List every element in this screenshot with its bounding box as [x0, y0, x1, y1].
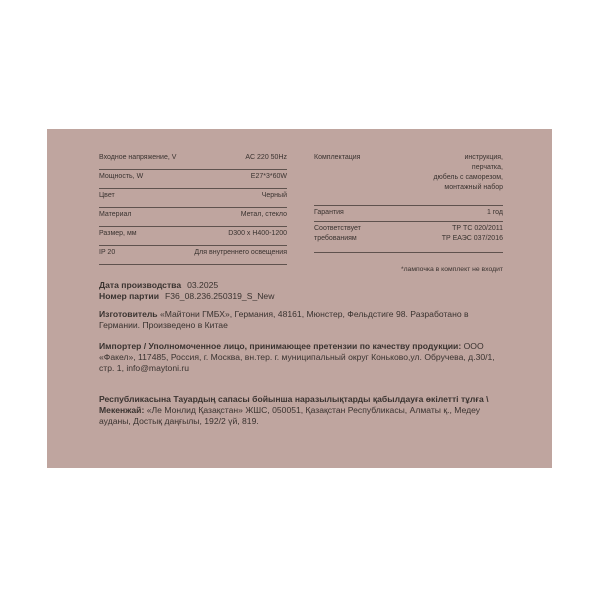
spec-row-power [99, 170, 287, 189]
production-date-label: Дата производства [99, 280, 182, 290]
kit-item: перчатка, [471, 164, 503, 171]
specs-right-table [314, 151, 503, 253]
spec-key: Комплектация [314, 154, 361, 161]
spec-value: AC 220 50Hz [245, 154, 287, 161]
spec-value: 1 год [486, 209, 503, 216]
spec-key: Материал [99, 211, 132, 218]
spec-value-kit [433, 153, 503, 193]
batch-number-label: Номер партии [99, 291, 159, 301]
cert-label-line: Соответствует [314, 225, 361, 232]
kazakhstan-label: Республикасына Тауардың сапасы бойынша наразылықтарды қабылдауға өкілетті тұлға \ Мекенжай: [99, 394, 489, 415]
kazakhstan-text: «Ле Монлид Қазақстан» ЖШС, 050051, Қазақстан Республикасы, Алматы қ., Медеу ауданы, Достық даңғылы, 192/2 үй, 819. [99, 405, 481, 426]
spec-key-cert [314, 224, 361, 244]
batch-number-value: F36_08.236.250319_S_New [165, 291, 275, 301]
manufacturer-info [99, 309, 509, 331]
spec-value: D300 x H400-1200 [228, 230, 287, 237]
importer-info [99, 341, 509, 374]
specs-left-table [99, 151, 287, 265]
cert-label-line: требованиям [314, 235, 357, 242]
spec-key: Мощность, W [99, 173, 144, 180]
spec-row-color [99, 189, 287, 208]
importer-text: ООО «Факел», 117485, Россия, г. Москва, вн.тер. г. муниципальный округ Коньково,ул. Обручева, д.30/1, стр. 1, info@maytoni.ru [99, 341, 495, 373]
production-date [99, 280, 509, 291]
spec-row-voltage [99, 151, 287, 170]
spec-key: Входное напряжение, V [99, 154, 177, 161]
spec-key: Гарантия [314, 209, 344, 216]
spec-row-kit [314, 151, 503, 206]
manufacturer-text: «Майтони ГМБХ», Германия, 48161, Мюнстер, Фельдстиге 98. Разработано в Германии. Произведено в Китае [99, 309, 469, 330]
spec-value: Метал, стекло [240, 211, 287, 218]
spec-value: Для внутреннего освещения [194, 249, 287, 256]
importer-label: Импортер / Уполномоченное лицо, принимающее претензии по качеству продукции: [99, 341, 462, 351]
spec-key: Цвет [99, 192, 115, 199]
production-date-value: 03.2025 [187, 280, 219, 290]
spec-value: E27*3*60W [250, 173, 287, 180]
kazakhstan-representative-info [99, 394, 509, 427]
spec-row-warranty [314, 206, 503, 222]
manufacturer-label: Изготовитель [99, 309, 158, 319]
kit-item: инструкция, [464, 154, 503, 161]
cert-value: ТР ТС 020/2011 [452, 225, 503, 232]
spec-value-cert [442, 224, 503, 244]
spec-row-size [99, 227, 287, 246]
spec-row-material [99, 208, 287, 227]
kit-item: монтажный набор [444, 184, 503, 191]
cert-value: ТР ЕАЭС 037/2016 [441, 235, 503, 242]
kit-item: дюбель с саморезом, [433, 174, 503, 181]
spec-value: Черный [261, 192, 287, 199]
spec-key: Размер, мм [99, 230, 137, 237]
spec-key: IP 20 [99, 249, 116, 256]
product-label-card [47, 129, 552, 468]
batch-number [99, 291, 509, 302]
bulb-note: *лампочка в комплект не входит [400, 266, 503, 273]
spec-row-certification [314, 222, 503, 253]
spec-row-ip [99, 246, 287, 265]
